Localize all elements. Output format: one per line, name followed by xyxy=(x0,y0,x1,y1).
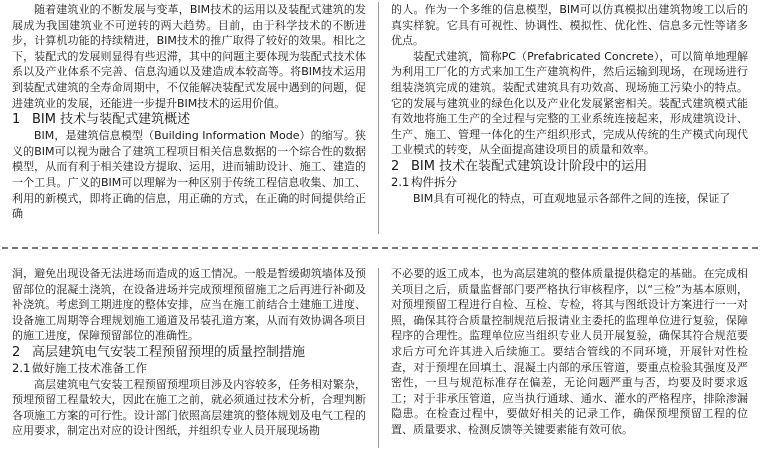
subsection-heading-2-1 xyxy=(391,175,748,191)
reserved-hole-paragraph: 洞，避免出现设备无法进场而造成的返工情况。一般是暂缓砌筑墙体及预留部位的混凝土浇筑，在设备进场并完成预埋预留施工之后再进行补砌及补浇筑。考虑到工期进度的整体安排，应当在施工前结合土建施工进度、设备施工周期等合理规划施工通道及吊装孔道方案，从而有效协调各项目的施工进度，保障预留部位的准确性。 xyxy=(12,267,366,343)
subsection-heading-2-1 xyxy=(12,361,366,377)
section-number: 1 xyxy=(12,112,21,128)
quality-inspection-paragraph: 不必要的返工成本，也为高层建筑的整体质量提供稳定的基础。在完成相关项目之后，质量监督部门要严格执行审核程序，以“三检”为基本原则，对预埋预留工程进行自检、互检、专检，将其与图纸设计方案进行一一对照，确保其符合质量控制规范后报请业主委托的监理单位进行复验，保障程序的合理性。监理单位应当组织专业人员开展复验，确保其符合规范要求后方可允许其进入后续施工。要结合管线的不同环境，开展针对性检查，对于预埋在回填土、混凝土内部的承压管道，要重点检验其强度及严密性，一旦与规范标准存在偏差，无论问题严重与否，均要及时要求返工；对于非承压管道，应当执行通球、通水、灌水的严格程序，排除渗漏隐患。在检查过程中，要做好相关的记录工作，确保预埋预留工程的位置、质量要求、检测反馈等关键要素能有效可依。 xyxy=(391,267,748,436)
top-right-column xyxy=(391,2,748,238)
subsection-number: 2.1 xyxy=(12,360,31,375)
column-divider xyxy=(378,268,379,448)
section-heading-2 xyxy=(391,158,748,175)
section-number: 2 xyxy=(391,158,400,174)
technical-prep-paragraph: 高层建筑电气安装工程预留预埋项目涉及内容较多，任务相对繁杂，预埋预留工程量较大，因此在施工之前，就必须通过技术分析，合理判断各项施工方案的可行性。设计部门依照高层建筑的整体规划及电气工程的应用要求，制定出对应的设计图纸，并组织专业人员开展现场勘 xyxy=(12,377,366,438)
section-heading-2 xyxy=(12,344,366,361)
section-heading-1 xyxy=(12,111,366,128)
section-number: 2 xyxy=(12,344,21,360)
section-title: 高层建筑电气安装工程预留预埋的质量控制措施 xyxy=(32,344,306,360)
bottom-left-column xyxy=(12,266,366,452)
bottom-page-excerpt xyxy=(0,262,760,452)
section-title: BIM 技术与装配式建筑概述 xyxy=(32,112,191,128)
component-split-paragraph: BIM具有可视化的特点，可直观地显示各部件之间的连接，保证了 xyxy=(413,191,731,205)
bim-definition-paragraph: BIM，是建筑信息模型（Building Information Mode）的缩写。狭义的BIM可以视为融合了建筑工程项目相关信息数据的一个综合性的数据模型，从而有利于相关建设方提取、运用，进而辅助设计、施工、建造的一个工具。广义的BIM可以理解为一种区别于传统工程信息收集、加工、利用的新模式，即将正确的信息，用正确的方式，在正确的时间提供给正确 xyxy=(12,129,366,221)
top-left-column xyxy=(12,2,366,238)
prefab-paragraph: 装配式建筑，简称PC（Prefabricated Concrete），可以简单地理解为利用工厂化的方式来加工生产建筑构件，然后运输到现场，在现场进行组装浇筑完成的建筑。装配式建筑具有功效高、现场施工污染小的特点。它的发展与建筑业的绿色化以及产业化发展紧密相关。装配式建筑模式能有效地将施工生产的全过程与完整的工业系统连接起来，形成建筑设计、生产、施工、管理一体化的生产组织形式，完成从传统的生产模式向现代工业模式的转变，从全面提高建设项目的质量和效率。 xyxy=(391,49,748,157)
subsection-title: 构件拆分 xyxy=(411,174,457,189)
intro-paragraph: 随着建筑业的不断发展与变革，BIM技术的运用以及装配式建筑的发展成为我国建筑业不可逆转的两大趋势。目前，由于科学技术的不断进步，计算机功能的持续精进，BIM技术的推广取得了较好的效果。相比之下，装配式的发展则显得有些迟滞，其中的问题主要体现为装配式技术体系以及产业体系不完善、信息沟通以及建造成本较高等。将BIM技术运用到装配式建筑的全寿命周期中，不仅能解决装配式发展中遇到的问题，促进建筑业的发展，还能进一步提升BIM技术的运用价值。 xyxy=(12,3,366,110)
subsection-number: 2.1 xyxy=(391,174,410,189)
section-title: BIM 技术在装配式建筑设计阶段中的运用 xyxy=(411,158,648,174)
subsection-title: 做好施工技术准备工作 xyxy=(32,360,147,375)
bim-continuation-paragraph: 的人。作为一个多维的信息模型，BIM可以仿真模拟出建筑物竣工以后的真实样貌。它具有可视性、协调性、模拟性、优化性、信息多元性等诸多优点。 xyxy=(391,3,748,48)
excerpt-separator xyxy=(2,247,758,249)
bottom-right-column xyxy=(391,266,748,452)
column-divider xyxy=(378,2,379,234)
